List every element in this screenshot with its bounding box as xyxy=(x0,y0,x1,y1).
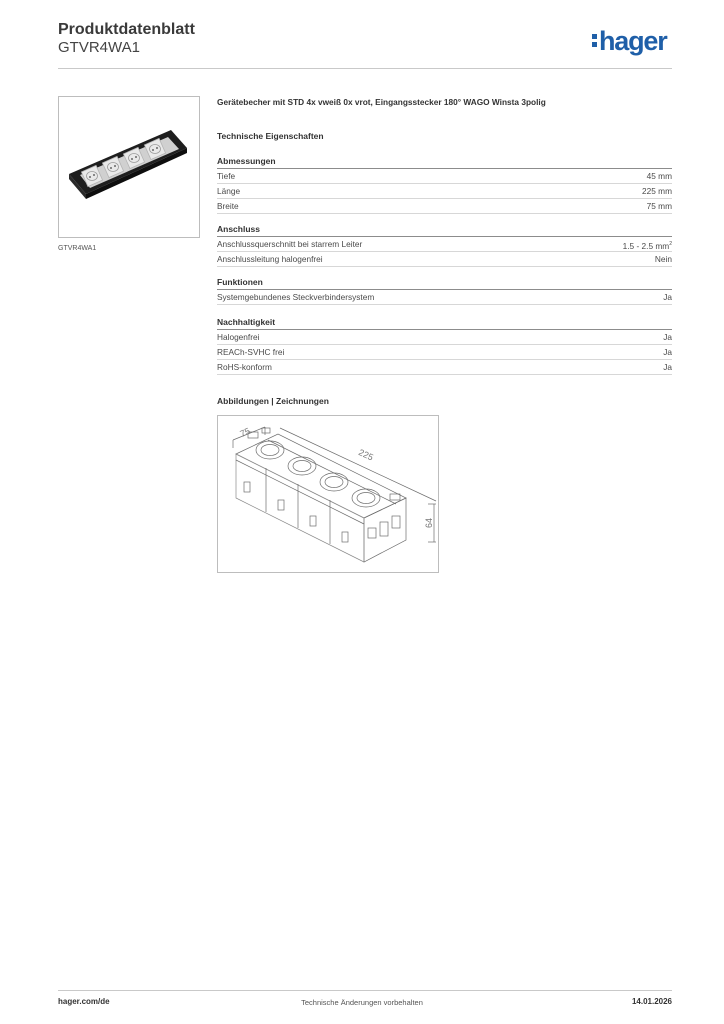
group-functions xyxy=(217,276,672,305)
spec-value: Ja xyxy=(663,332,672,342)
document-title: Produktdatenblatt xyxy=(58,21,195,38)
length-dimension-label: 225 xyxy=(357,447,375,463)
product-code: GTVR4WA1 xyxy=(58,39,140,56)
spec-row xyxy=(217,345,672,360)
width-dimension-label: 75 xyxy=(238,425,252,440)
socket-block-image xyxy=(59,97,199,237)
footer-notice: Technische Änderungen vorbehalten xyxy=(301,998,423,1007)
spec-value: Ja xyxy=(663,362,672,372)
spec-value: Ja xyxy=(663,347,672,357)
hager-logo xyxy=(592,26,667,56)
spec-value: Nein xyxy=(654,254,672,264)
group-dimensions xyxy=(217,155,672,214)
product-description: Gerätebecher mit STD 4x vweiß 0x vrot, Eingangsstecker 180° WAGO Winsta 3polig xyxy=(217,97,546,107)
group-sustainability xyxy=(217,316,672,375)
spec-row xyxy=(217,199,672,214)
spec-row xyxy=(217,169,672,184)
spec-value: Ja xyxy=(663,292,672,302)
spec-value-superscript: 2 xyxy=(669,241,672,247)
product-image-caption: GTVR4WA1 xyxy=(58,245,97,252)
spec-label: Anschlussleitung halogenfrei xyxy=(217,254,323,264)
spec-label: Tiefe xyxy=(217,171,236,181)
spec-row xyxy=(217,252,672,267)
logo-colon-icon xyxy=(592,34,597,50)
header-divider xyxy=(58,68,672,69)
spec-label: RoHS-konform xyxy=(217,362,272,372)
spec-row xyxy=(217,184,672,199)
spec-label: Länge xyxy=(217,186,241,196)
height-dimension-label: 64 xyxy=(424,517,434,528)
group-title: Abmessungen xyxy=(217,155,672,169)
group-title: Funktionen xyxy=(217,276,672,290)
footer-date: 14.01.2026 xyxy=(631,997,672,1006)
product-image xyxy=(58,96,200,238)
footer-divider xyxy=(58,990,672,991)
spec-row xyxy=(217,330,672,345)
spec-label: Systemgebundenes Steckverbindersystem xyxy=(217,292,375,302)
spec-label: Halogenfrei xyxy=(217,332,260,342)
drawings-heading: Abbildungen | Zeichnungen xyxy=(217,396,329,406)
technical-properties-heading: Technische Eigenschaften xyxy=(217,131,324,141)
spec-value-text: 1.5 - 2.5 mm xyxy=(622,240,670,251)
footer-website-link[interactable]: hager.com/de xyxy=(58,997,110,1006)
spec-label: REACh-SVHC frei xyxy=(217,347,285,357)
spec-row xyxy=(217,360,672,375)
logo-text: hager xyxy=(599,26,667,56)
spec-row xyxy=(217,237,672,252)
spec-row xyxy=(217,290,672,305)
dimension-drawing xyxy=(218,416,438,572)
spec-value: 75 mm xyxy=(646,201,672,211)
technical-drawing xyxy=(217,415,439,573)
spec-label: Anschlussquerschnitt bei starrem Leiter xyxy=(217,239,363,249)
group-title: Anschluss xyxy=(217,223,672,237)
spec-value: 225 mm xyxy=(642,186,672,196)
group-title: Nachhaltigkeit xyxy=(217,316,672,330)
group-connection xyxy=(217,223,672,267)
spec-label: Breite xyxy=(217,201,239,211)
spec-value xyxy=(623,237,672,251)
spec-value: 45 mm xyxy=(646,171,672,181)
